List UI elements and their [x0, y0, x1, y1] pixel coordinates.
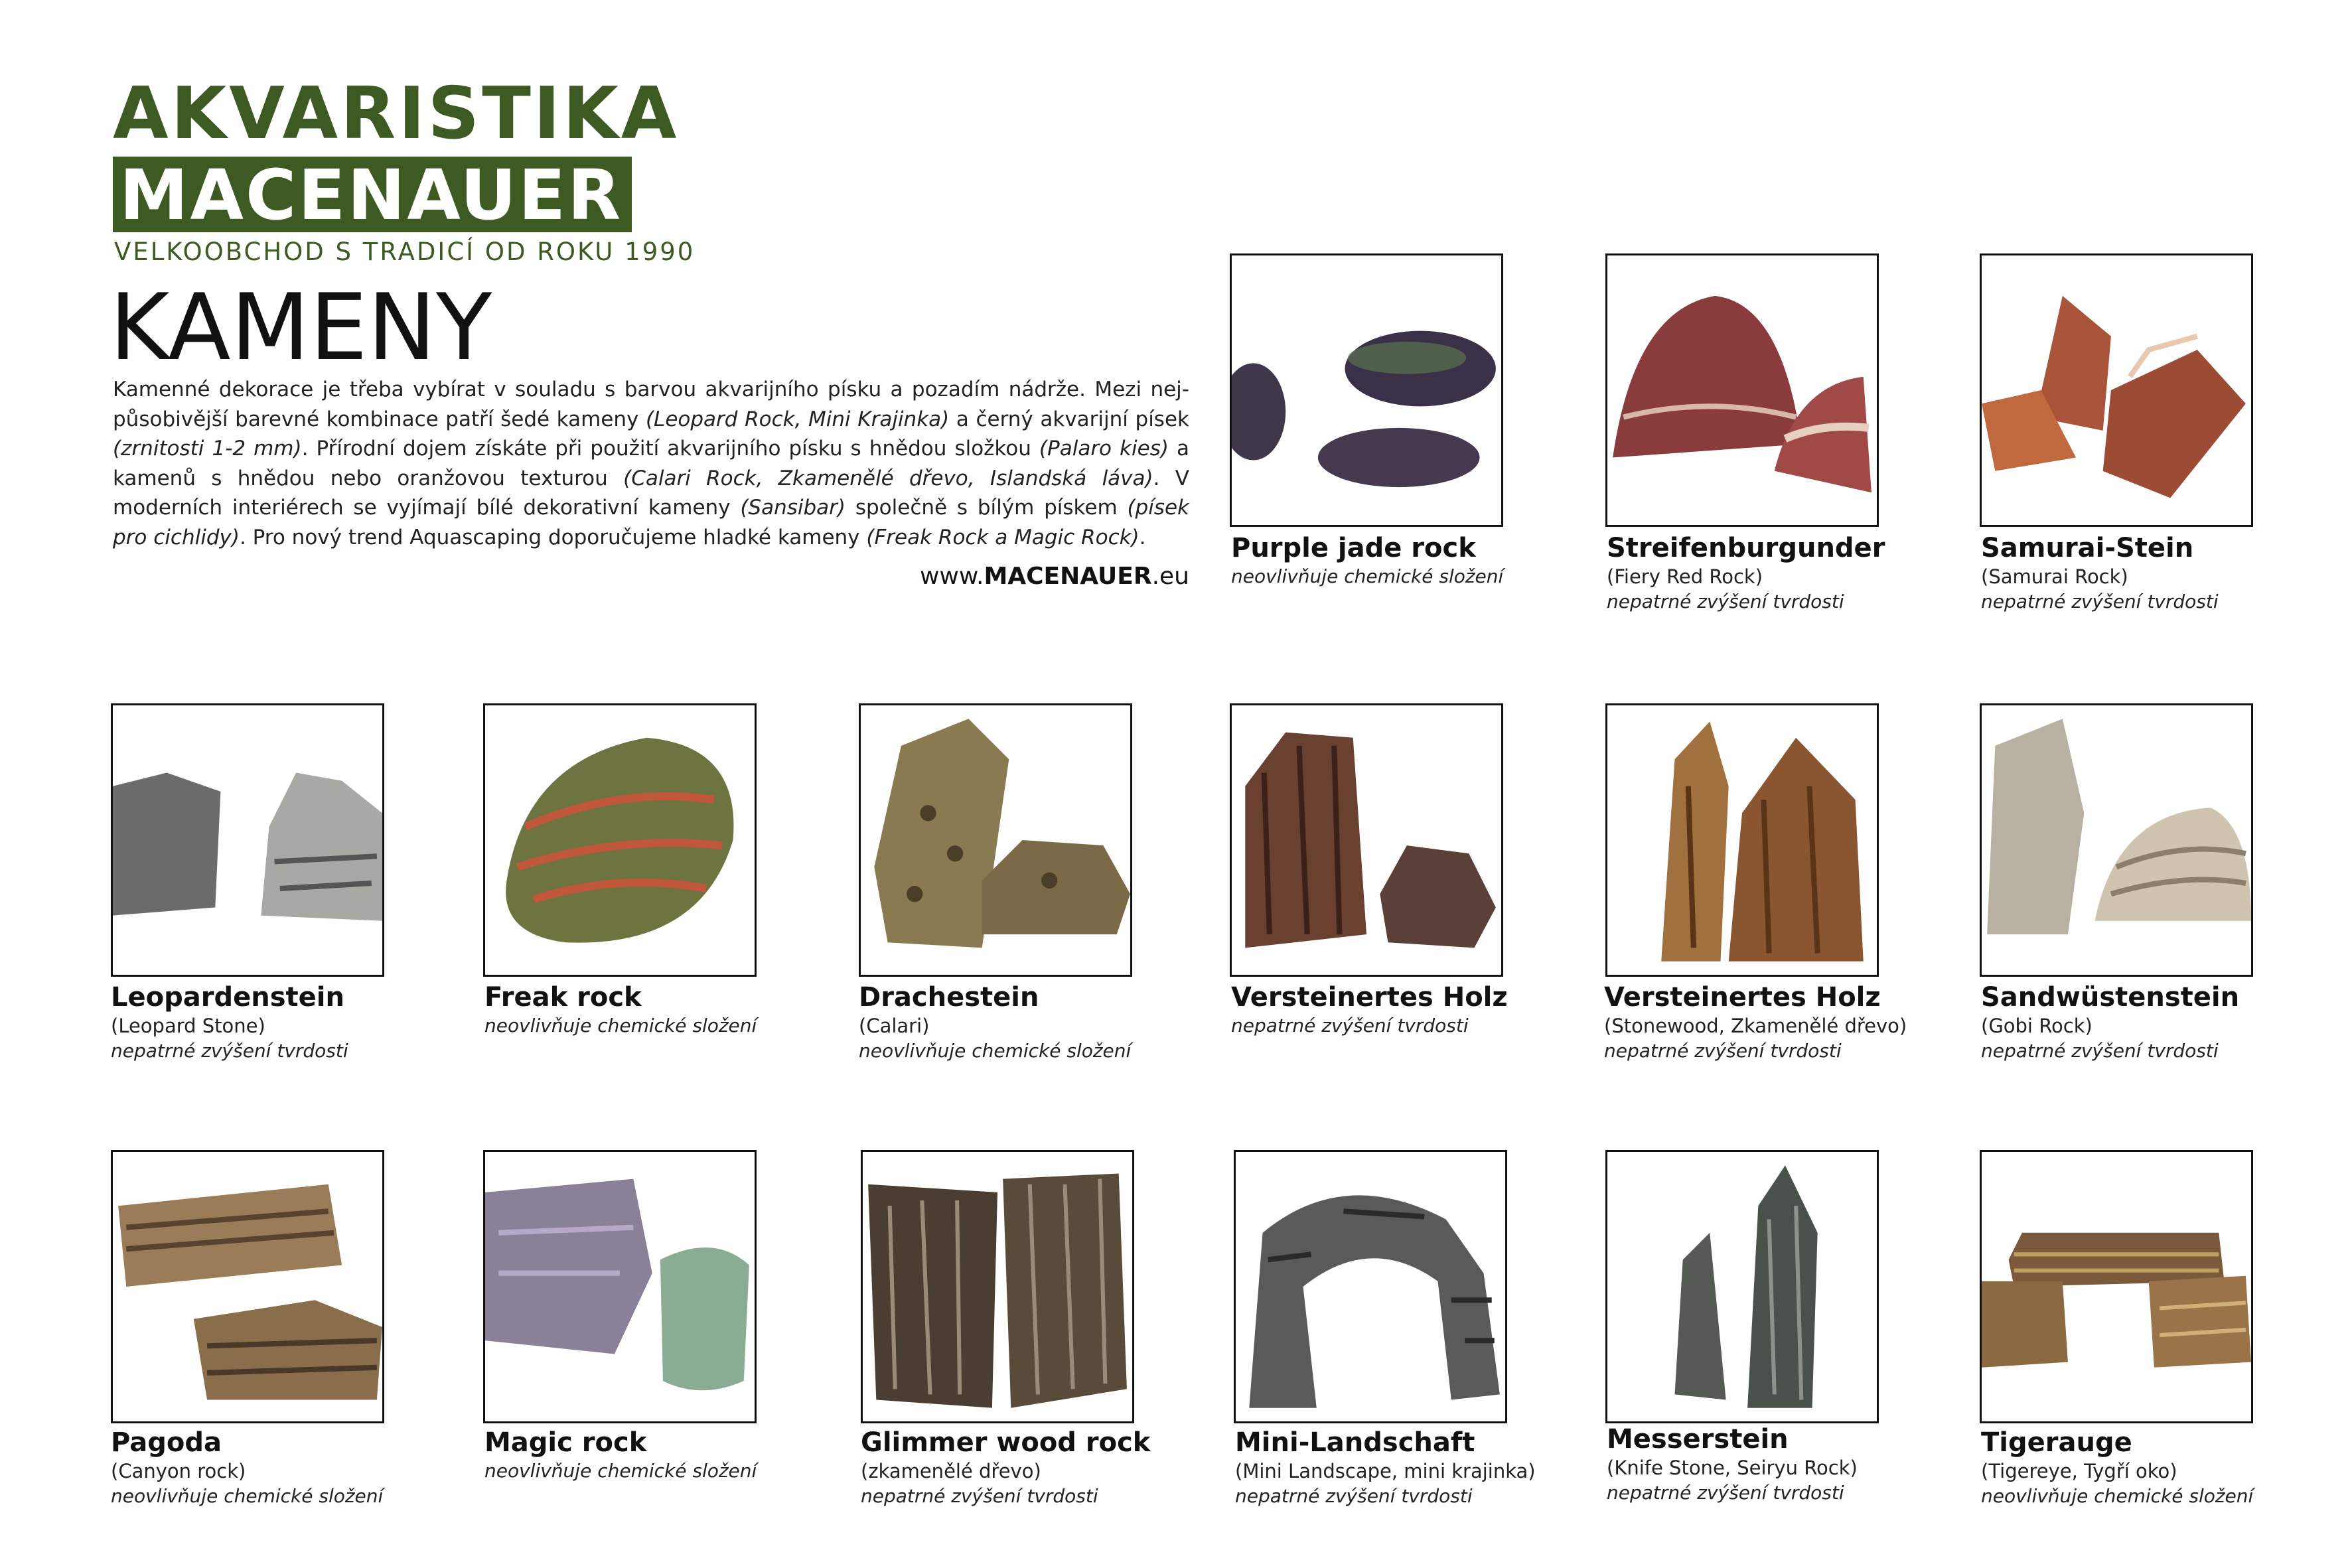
stone-name: Versteinertes Holz	[1604, 982, 1881, 1013]
stone-name: Glimmer wood rock	[861, 1427, 1151, 1458]
stone-caption	[1981, 981, 2293, 1064]
stone-name: Magic rock	[484, 1427, 647, 1458]
stone-photo-leopardenstein	[111, 703, 384, 977]
stone-note: nepatrné zvýšení tvrdosti	[1607, 591, 1844, 612]
stone-name: Sandwüstenstein	[1981, 982, 2240, 1013]
stone-photo-mini-landschaft	[1234, 1150, 1507, 1423]
stone-note: nepatrné zvýšení tvrdosti	[111, 1040, 348, 1062]
stone-photo-pagoda	[111, 1150, 384, 1423]
stone-caption	[1604, 981, 1916, 1064]
stone-note: neovlivňuje chemické složení	[111, 1485, 384, 1507]
stone-name: Pagoda	[111, 1427, 222, 1458]
stone-note: nepatrné zvýšení tvrdosti	[1604, 1040, 1842, 1062]
stone-caption	[111, 1427, 423, 1509]
stone-note: nepatrné zvýšení tvrdosti	[1607, 1482, 1844, 1504]
stone-alias: (Stonewood, Zkamenělé dřevo)	[1604, 1015, 1907, 1037]
stone-name: Purple jade rock	[1231, 533, 1476, 563]
stone-photo-drachestein	[859, 703, 1132, 977]
stone-photo-messerstein	[1605, 1150, 1879, 1423]
stone-note: neovlivňuje chemické složení	[484, 1015, 757, 1036]
page-title: KAMENY	[110, 274, 492, 381]
stone-caption	[111, 981, 423, 1064]
stone-alias: (zkamenělé dřevo)	[861, 1460, 1041, 1482]
stone-name: Tigerauge	[1981, 1427, 2132, 1458]
brand-name-bar	[113, 155, 632, 236]
stone-caption	[1981, 532, 2293, 614]
stone-name: Versteinertes Holz	[1231, 982, 1508, 1013]
stone-alias: (Tigereye, Tygří oko)	[1981, 1460, 2177, 1482]
stone-note: neovlivňuje chemické složení	[484, 1460, 757, 1482]
stone-photo-samurai	[1980, 253, 2253, 527]
stone-note: nepatrné zvýšení tvrdosti	[1981, 1040, 2219, 1062]
stone-note: neovlivňuje chemické složení	[1981, 1485, 2254, 1507]
stone-caption	[1235, 1427, 1547, 1509]
stone-caption	[1981, 1427, 2293, 1509]
stone-caption	[859, 981, 1171, 1064]
stone-name: Messerstein	[1607, 1424, 1789, 1455]
stone-note: neovlivňuje chemické složení	[1231, 565, 1504, 587]
stone-photo-purple-jade	[1230, 253, 1503, 527]
stone-caption	[1607, 1423, 1919, 1506]
intro-paragraph: Kamenné dekorace je třeba vybírat v souladu s barvou akvarijního písku a pozadím nádrže. Mezi nej-působivější barevné kombinace patří šedé kameny (Leopard Rock, Mini Krajinka) a černý akvarijní písek (zrnitosti 1-2 mm). Přírodní dojem získáte při použití akvarijního písku s hnědou složkou (Palaro kies) a kamenů s hnědou nebo oranžovou texturou (Calari Rock, Zkamenělé dřevo, Islandská láva). V moderních interiérech se vyjímají bílé dekorativní kameny (Sansibar) společně s bílým pískem (písek pro cichlidy). Pro nový trend Aquascaping doporučujeme hladké kameny (Freak Rock a Magic Rock).	[113, 378, 1190, 549]
stone-note: neovlivňuje chemické složení	[859, 1040, 1132, 1062]
brand-name-line1: AKVARISTIKA	[113, 72, 680, 155]
stone-name: Streifenburgunder	[1607, 533, 1885, 563]
stone-photo-sandwustenstein	[1980, 703, 2253, 977]
stone-caption	[861, 1427, 1173, 1509]
stone-photo-magic-rock	[483, 1150, 757, 1423]
stone-photo-freak-rock	[483, 703, 757, 977]
stone-caption	[484, 981, 796, 1038]
stone-alias: (Knife Stone, Seiryu Rock)	[1607, 1457, 1858, 1479]
stone-caption	[484, 1427, 796, 1484]
stone-alias: (Canyon rock)	[111, 1460, 246, 1482]
stone-alias: (Fiery Red Rock)	[1607, 565, 1763, 588]
stone-name: Drachestein	[859, 982, 1039, 1013]
stone-note: nepatrné zvýšení tvrdosti	[1231, 1015, 1469, 1036]
stone-caption	[1231, 532, 1543, 589]
stone-photo-versteinertes-holz-1	[1230, 703, 1503, 977]
stone-note: nepatrné zvýšení tvrdosti	[1235, 1485, 1473, 1507]
stone-name: Leopardenstein	[111, 982, 344, 1013]
stone-note: nepatrné zvýšení tvrdosti	[861, 1485, 1098, 1507]
stone-name: Freak rock	[484, 982, 642, 1013]
brand-name-line2: MACENAUER	[119, 155, 623, 236]
stone-photo-versteinertes-holz-2	[1605, 703, 1879, 977]
stone-alias: (Leopard Stone)	[111, 1015, 265, 1037]
stone-name: Mini-Landschaft	[1235, 1427, 1475, 1458]
stone-alias: (Gobi Rock)	[1981, 1015, 2093, 1037]
stone-note: nepatrné zvýšení tvrdosti	[1981, 591, 2219, 612]
stone-photo-tigerauge	[1980, 1150, 2253, 1423]
stone-alias: (Samurai Rock)	[1981, 565, 2128, 588]
stone-caption	[1231, 981, 1543, 1038]
stone-photo-glimmer-wood	[861, 1150, 1134, 1423]
stone-name: Samurai-Stein	[1981, 533, 2194, 563]
stone-caption	[1607, 532, 1919, 614]
stone-alias: (Calari)	[859, 1015, 930, 1037]
stone-photo-streifenburgunder	[1605, 253, 1879, 527]
stone-alias: (Mini Landscape, mini krajinka)	[1235, 1460, 1536, 1482]
brand-tagline: VELKOOBCHOD S TRADICÍ OD ROKU 1990	[114, 238, 696, 266]
website-link[interactable]: www.MACENAUER.eu	[919, 563, 1189, 590]
